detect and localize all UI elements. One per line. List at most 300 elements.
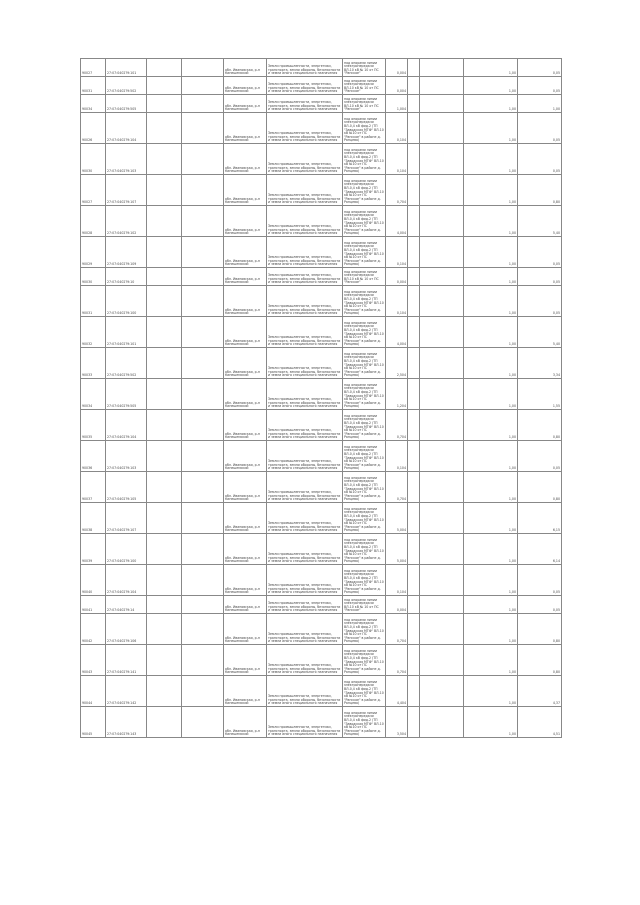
table-row [81, 237, 562, 268]
table-row [81, 77, 562, 95]
cell-purpose: Земли промышленности, энергетики, транспорта, земли обороны, безопасности и земли иного специального назначения [267, 59, 343, 77]
land-plots-sheet [80, 58, 561, 738]
cell-k: 1,00 [464, 565, 518, 596]
cell-empty [420, 534, 464, 565]
cell-empty [408, 379, 420, 410]
cell-area: 0,104 [386, 237, 408, 268]
cell-k: 1,00 [464, 59, 518, 77]
cell-code: 27:07:0402?9:107 [106, 175, 147, 206]
cell-code: 27:07:0402?9:105 [106, 472, 147, 503]
cell-area: 0,004 [386, 59, 408, 77]
cell-area: 0,004 [386, 268, 408, 286]
cell-value: 0,05 [518, 59, 562, 77]
table-row [81, 379, 562, 410]
cell-code: 27:07:0402?9:102 [106, 206, 147, 237]
cell-address: обл. Ивановская, р-н Кинешемский [224, 317, 267, 348]
cell-address: обл. Ивановская, р-н Кинешемский [224, 286, 267, 317]
cell-address: обл. Ивановская, р-н Кинешемский [224, 707, 267, 738]
cell-address: обл. Ивановская, р-н Кинешемский [224, 645, 267, 676]
cell-address: обл. Ивановская, р-н Кинешемский [224, 472, 267, 503]
cell-empty [182, 348, 224, 379]
cell-value: 0,80 [518, 645, 562, 676]
cell-empty [147, 565, 182, 596]
cell-id: 90044 [81, 676, 106, 707]
cell-code: 27:07:0402?9:101 [106, 317, 147, 348]
cell-empty [420, 379, 464, 410]
cell-code: 27:07:0402?9:10 [106, 268, 147, 286]
cell-value: 0,05 [518, 268, 562, 286]
cell-empty [182, 472, 224, 503]
table-row [81, 59, 562, 77]
table-row [81, 676, 562, 707]
cell-empty [182, 676, 224, 707]
cell-id: 90033 [81, 348, 106, 379]
table-row [81, 286, 562, 317]
cell-note: под опорами линии электропередачи ВЛ-0,4 кВ фид.2 (ТП "Заводская МТФ" ВЛ-10 кВ №10 от ПС "Ранское" в районе д. Ранцево) [343, 144, 386, 175]
cell-empty [182, 441, 224, 472]
cell-code: 27:07:0402?9:109 [106, 237, 147, 268]
table-row [81, 317, 562, 348]
table-row [81, 144, 562, 175]
cell-note: под опорами линии электропередачи ВЛ-0,4 кВ фид.2 (ТП "Заводская МТФ" ВЛ-10 кВ №10 от ПС "Ранское" в районе д. Ранцево) [343, 348, 386, 379]
cell-note: под опорами линии электропередачи ВЛ-0,4 кВ фид.2 (ТП "Заводская МТФ" ВЛ-10 кВ №10 от ПС "Ранское" в районе д. Ранцево) [343, 175, 386, 206]
cell-address: обл. Ивановская, р-н Кинешемский [224, 144, 267, 175]
cell-empty [420, 614, 464, 645]
cell-note: под опорами линии электропередачи ВЛ-10 кВ № 10 от ПС "Ранское" [343, 596, 386, 614]
cell-empty [408, 441, 420, 472]
cell-k: 1,00 [464, 268, 518, 286]
cell-id: 90036 [81, 441, 106, 472]
cell-k: 1,00 [464, 645, 518, 676]
cell-value: 4,37 [518, 676, 562, 707]
cell-empty [147, 676, 182, 707]
cell-area: 0,104 [386, 441, 408, 472]
cell-note: под опорами линии электропередачи ВЛ-0,4 кВ фид.2 (ТП "Заводская МТФ" ВЛ-10 кВ №10 от ПС "Ранское" в районе д. Ранцево) [343, 503, 386, 534]
cell-note: под опорами линии электропередачи ВЛ-10 кВ № 10 от ПС "Ранское" [343, 59, 386, 77]
cell-empty [147, 77, 182, 95]
cell-id: 90045 [81, 707, 106, 738]
cell-code: 27:07:0402?9:104 [106, 113, 147, 144]
cell-purpose: Земли промышленности, энергетики, транспорта, земли обороны, безопасности и земли иного специального назначения [267, 268, 343, 286]
cell-empty [408, 410, 420, 441]
cell-empty [182, 379, 224, 410]
cell-k: 1,00 [464, 379, 518, 410]
cell-empty [420, 565, 464, 596]
cell-area: 1,204 [386, 379, 408, 410]
cell-k: 1,00 [464, 503, 518, 534]
cell-empty [420, 676, 464, 707]
cell-purpose: Земли промышленности, энергетики, транспорта, земли обороны, безопасности и земли иного специального назначения [267, 237, 343, 268]
cell-empty [420, 144, 464, 175]
cell-purpose: Земли промышленности, энергетики, транспорта, земли обороны, безопасности и земли иного специального назначения [267, 410, 343, 441]
cell-empty [408, 206, 420, 237]
cell-code: 27:07:0402?9:142 [106, 676, 147, 707]
cell-empty [147, 113, 182, 144]
cell-k: 1,00 [464, 596, 518, 614]
cell-id: 90026 [81, 113, 106, 144]
cell-empty [182, 565, 224, 596]
cell-empty [147, 237, 182, 268]
cell-k: 1,00 [464, 472, 518, 503]
table-row [81, 645, 562, 676]
cell-empty [420, 707, 464, 738]
cell-address: обл. Ивановская, р-н Кинешемский [224, 95, 267, 113]
cell-area: 4,404 [386, 676, 408, 707]
cell-id: 90031 [81, 286, 106, 317]
cell-empty [147, 614, 182, 645]
cell-code: 27:07:0402?9:103 [106, 144, 147, 175]
cell-k: 1,00 [464, 144, 518, 175]
cell-value: 0,05 [518, 286, 562, 317]
cell-empty [147, 441, 182, 472]
cell-id: 90043 [81, 645, 106, 676]
cell-empty [420, 59, 464, 77]
cell-address: обл. Ивановская, р-н Кинешемский [224, 237, 267, 268]
cell-value: 0,05 [518, 441, 562, 472]
cell-empty [420, 268, 464, 286]
cell-empty [182, 645, 224, 676]
table-body [81, 59, 562, 738]
cell-id: 90029 [81, 237, 106, 268]
cell-empty [408, 348, 420, 379]
cell-value: 0,05 [518, 144, 562, 175]
cell-empty [147, 472, 182, 503]
cell-empty [147, 645, 182, 676]
cell-value: 0,05 [518, 565, 562, 596]
cell-code: 27:07:0402?9:104 [106, 565, 147, 596]
cell-id: 90034 [81, 95, 106, 113]
cell-empty [408, 534, 420, 565]
cell-value: 0,05 [518, 237, 562, 268]
cell-id: 90041 [81, 596, 106, 614]
cell-note: под опорами линии электропередачи ВЛ-0,4 кВ фид.2 (ТП "Заводская МТФ" ВЛ-10 кВ №10 от ПС "Ранское" в районе д. Ранцево) [343, 410, 386, 441]
cell-empty [420, 95, 464, 113]
cell-id: 90032 [81, 317, 106, 348]
cell-purpose: Земли промышленности, энергетики, транспорта, земли обороны, безопасности и земли иного специального назначения [267, 596, 343, 614]
cell-purpose: Земли промышленности, энергетики, транспорта, земли обороны, безопасности и земли иного специального назначения [267, 441, 343, 472]
cell-k: 1,00 [464, 95, 518, 113]
cell-code: 27:07:0402?9:502 [106, 348, 147, 379]
cell-value: 6,15 [518, 503, 562, 534]
cell-empty [147, 707, 182, 738]
cell-empty [408, 707, 420, 738]
cell-code: 27:07:0402?9:502 [106, 77, 147, 95]
cell-empty [182, 286, 224, 317]
cell-k: 1,00 [464, 441, 518, 472]
cell-value: 5,40 [518, 206, 562, 237]
cell-k: 1,00 [464, 348, 518, 379]
cell-code: 27:07:0402?9:505 [106, 379, 147, 410]
cell-note: под опорами линии электропередачи ВЛ-0,4 кВ фид.2 (ТП "Заводская МТФ" ВЛ-10 кВ №10 от ПС "Ранское" в районе д. Ранцево) [343, 534, 386, 565]
cell-id: 90034 [81, 379, 106, 410]
cell-code: 27:07:0402?9:100 [106, 534, 147, 565]
cell-empty [420, 645, 464, 676]
table-row [81, 95, 562, 113]
cell-k: 1,00 [464, 286, 518, 317]
cell-area: 0,104 [386, 565, 408, 596]
cell-k: 1,00 [464, 175, 518, 206]
cell-area: 0,704 [386, 175, 408, 206]
cell-value: 0,80 [518, 175, 562, 206]
cell-empty [182, 707, 224, 738]
cell-empty [420, 113, 464, 144]
cell-area: 4,004 [386, 206, 408, 237]
cell-empty [147, 286, 182, 317]
cell-purpose: Земли промышленности, энергетики, транспорта, земли обороны, безопасности и земли иного специального назначения [267, 348, 343, 379]
cell-empty [147, 410, 182, 441]
cell-address: обл. Ивановская, р-н Кинешемский [224, 503, 267, 534]
table-row [81, 596, 562, 614]
cell-empty [408, 237, 420, 268]
cell-area: 4,004 [386, 317, 408, 348]
cell-value: 0,80 [518, 410, 562, 441]
cell-code: 27:07:0402?9:106 [106, 614, 147, 645]
cell-value: 0,05 [518, 77, 562, 95]
cell-empty [182, 77, 224, 95]
cell-address: обл. Ивановская, р-н Кинешемский [224, 175, 267, 206]
cell-code: 27:07:0402?9:143 [106, 707, 147, 738]
cell-area: 3,504 [386, 707, 408, 738]
cell-code: 27:07:0402?9:107 [106, 503, 147, 534]
cell-value: 3,34 [518, 348, 562, 379]
cell-code: 27:07:0402?9:505 [106, 95, 147, 113]
cell-empty [420, 206, 464, 237]
table-row [81, 503, 562, 534]
cell-purpose: Земли промышленности, энергетики, транспорта, земли обороны, безопасности и земли иного специального назначения [267, 472, 343, 503]
land-plots-table [80, 58, 562, 738]
table-row [81, 565, 562, 596]
cell-address: обл. Ивановская, р-н Кинешемский [224, 268, 267, 286]
cell-empty [147, 317, 182, 348]
cell-id: 90030 [81, 144, 106, 175]
cell-address: обл. Ивановская, р-н Кинешемский [224, 614, 267, 645]
cell-k: 1,00 [464, 410, 518, 441]
cell-id: 90037 [81, 472, 106, 503]
cell-empty [182, 317, 224, 348]
cell-empty [420, 596, 464, 614]
cell-value: 0,05 [518, 113, 562, 144]
cell-value: 1,55 [518, 379, 562, 410]
cell-note: под опорами линии электропередачи ВЛ-0,4 кВ фид.2 (ТП "Заводская МТФ" ВЛ-10 кВ №10 от ПС "Ранское" в районе д. Ранцево) [343, 237, 386, 268]
cell-address: обл. Ивановская, р-н Кинешемский [224, 441, 267, 472]
cell-address: обл. Ивановская, р-н Кинешемский [224, 534, 267, 565]
cell-empty [420, 472, 464, 503]
cell-address: обл. Ивановская, р-н Кинешемский [224, 59, 267, 77]
cell-empty [182, 144, 224, 175]
cell-empty [147, 59, 182, 77]
cell-empty [420, 77, 464, 95]
table-row [81, 410, 562, 441]
cell-id: 90038 [81, 503, 106, 534]
cell-purpose: Земли промышленности, энергетики, транспорта, земли обороны, безопасности и земли иного специального назначения [267, 175, 343, 206]
cell-empty [182, 95, 224, 113]
cell-area: 5,004 [386, 534, 408, 565]
cell-k: 1,00 [464, 77, 518, 95]
cell-k: 1,00 [464, 317, 518, 348]
cell-id: 90027 [81, 59, 106, 77]
cell-empty [182, 410, 224, 441]
cell-empty [408, 472, 420, 503]
cell-value: 0,80 [518, 614, 562, 645]
cell-purpose: Земли промышленности, энергетики, транспорта, земли обороны, безопасности и земли иного специального назначения [267, 614, 343, 645]
cell-empty [147, 503, 182, 534]
cell-area: 0,704 [386, 410, 408, 441]
cell-empty [408, 95, 420, 113]
cell-purpose: Земли промышленности, энергетики, транспорта, земли обороны, безопасности и земли иного специального назначения [267, 113, 343, 144]
cell-area: 0,704 [386, 472, 408, 503]
cell-empty [420, 410, 464, 441]
cell-empty [182, 534, 224, 565]
cell-purpose: Земли промышленности, энергетики, транспорта, земли обороны, безопасности и земли иного специального назначения [267, 317, 343, 348]
cell-empty [408, 175, 420, 206]
cell-empty [182, 59, 224, 77]
cell-address: обл. Ивановская, р-н Кинешемский [224, 348, 267, 379]
cell-empty [147, 379, 182, 410]
cell-k: 1,00 [464, 534, 518, 565]
table-row [81, 614, 562, 645]
cell-k: 1,00 [464, 237, 518, 268]
cell-purpose: Земли промышленности, энергетики, транспорта, земли обороны, безопасности и земли иного специального назначения [267, 565, 343, 596]
cell-purpose: Земли промышленности, энергетики, транспорта, земли обороны, безопасности и земли иного специального назначения [267, 503, 343, 534]
cell-empty [420, 317, 464, 348]
cell-note: под опорами линии электропередачи ВЛ-0,4 кВ фид.2 (ТП "Заводская МТФ" ВЛ-10 кВ №10 от ПС "Ранское" в районе д. Ранцево) [343, 441, 386, 472]
cell-area: 0,004 [386, 77, 408, 95]
cell-empty [420, 175, 464, 206]
cell-empty [182, 614, 224, 645]
cell-empty [408, 503, 420, 534]
cell-area: 0,104 [386, 144, 408, 175]
cell-code: 27:07:0402?9:14 [106, 596, 147, 614]
cell-id: 90042 [81, 614, 106, 645]
cell-id: 90027 [81, 175, 106, 206]
cell-id: 90028 [81, 206, 106, 237]
cell-empty [408, 268, 420, 286]
cell-id: 90031 [81, 77, 106, 95]
cell-note: под опорами линии электропередачи ВЛ-0,4 кВ фид.2 (ТП "Заводская МТФ" ВЛ-10 кВ №10 от ПС "Ранское" в районе д. Ранцево) [343, 286, 386, 317]
cell-empty [420, 503, 464, 534]
cell-code: 27:07:0402?9:141 [106, 645, 147, 676]
table-row [81, 175, 562, 206]
cell-address: обл. Ивановская, р-н Кинешемский [224, 206, 267, 237]
cell-id: 90039 [81, 534, 106, 565]
cell-empty [420, 237, 464, 268]
cell-value: 0,05 [518, 596, 562, 614]
table-row [81, 707, 562, 738]
cell-note: под опорами линии электропередачи ВЛ-0,4 кВ фид.2 (ТП "Заводская МТФ" ВЛ-10 кВ №10 от ПС "Ранское" в районе д. Ранцево) [343, 645, 386, 676]
cell-k: 1,00 [464, 206, 518, 237]
cell-note: под опорами линии электропередачи ВЛ-10 кВ № 10 от ПС "Ранское" [343, 95, 386, 113]
table-row [81, 348, 562, 379]
cell-purpose: Земли промышленности, энергетики, транспорта, земли обороны, безопасности и земли иного специального назначения [267, 95, 343, 113]
table-row [81, 206, 562, 237]
cell-purpose: Земли промышленности, энергетики, транспорта, земли обороны, безопасности и земли иного специального назначения [267, 77, 343, 95]
cell-purpose: Земли промышленности, энергетики, транспорта, земли обороны, безопасности и земли иного специального назначения [267, 676, 343, 707]
cell-value: 1,00 [518, 95, 562, 113]
cell-note: под опорами линии электропередачи ВЛ-0,4 кВ фид.2 (ТП "Заводская МТФ" ВЛ-10 кВ №10 от ПС "Ранское" в районе д. Ранцево) [343, 472, 386, 503]
cell-empty [408, 645, 420, 676]
table-row [81, 268, 562, 286]
cell-empty [420, 348, 464, 379]
table-row [81, 472, 562, 503]
cell-address: обл. Ивановская, р-н Кинешемский [224, 676, 267, 707]
table-row [81, 441, 562, 472]
cell-empty [408, 317, 420, 348]
cell-empty [147, 144, 182, 175]
cell-purpose: Земли промышленности, энергетики, транспорта, земли обороны, безопасности и земли иного специального назначения [267, 534, 343, 565]
cell-value: 4,51 [518, 707, 562, 738]
cell-id: 90030 [81, 268, 106, 286]
cell-address: обл. Ивановская, р-н Кинешемский [224, 113, 267, 144]
cell-note: под опорами линии электропередачи ВЛ-0,4 кВ фид.2 (ТП "Заводская МТФ" ВЛ-10 кВ №10 от ПС "Ранское" в районе д. Ранцево) [343, 676, 386, 707]
cell-empty [147, 95, 182, 113]
cell-k: 1,00 [464, 676, 518, 707]
cell-note: под опорами линии электропередачи ВЛ-0,4 кВ фид.2 (ТП "Заводская МТФ" ВЛ-10 кВ №10 от ПС "Ранское" в районе д. Ранцево) [343, 379, 386, 410]
cell-area: 0,704 [386, 645, 408, 676]
cell-note: под опорами линии электропередачи ВЛ-0,4 кВ фид.2 (ТП "Заводская МТФ" ВЛ-10 кВ №10 от ПС "Ранское" в районе д. Ранцево) [343, 614, 386, 645]
cell-k: 1,00 [464, 614, 518, 645]
cell-code: 27:07:0402?9:100 [106, 286, 147, 317]
cell-address: обл. Ивановская, р-н Кинешемский [224, 596, 267, 614]
cell-empty [182, 268, 224, 286]
cell-empty [147, 534, 182, 565]
cell-empty [147, 348, 182, 379]
cell-empty [408, 676, 420, 707]
cell-empty [147, 175, 182, 206]
cell-address: обл. Ивановская, р-н Кинешемский [224, 565, 267, 596]
cell-address: обл. Ивановская, р-н Кинешемский [224, 379, 267, 410]
cell-empty [147, 268, 182, 286]
cell-address: обл. Ивановская, р-н Кинешемский [224, 77, 267, 95]
cell-code: 27:07:0402?9:104 [106, 410, 147, 441]
cell-empty [182, 237, 224, 268]
cell-note: под опорами линии электропередачи ВЛ-0,4 кВ фид.2 (ТП "Заводская МТФ" ВЛ-10 кВ №10 от ПС "Ранское" в районе д. Ранцево) [343, 206, 386, 237]
cell-note: под опорами линии электропередачи ВЛ-0,4 кВ фид.2 (ТП "Заводская МТФ" ВЛ-10 кВ №10 от ПС "Ранское" в районе д. Ранцево) [343, 565, 386, 596]
cell-note: под опорами линии электропередачи ВЛ-0,4 кВ фид.2 (ТП "Заводская МТФ" ВЛ-10 кВ №10 от ПС "Ранское" в районе д. Ранцево) [343, 113, 386, 144]
cell-area: 1,004 [386, 95, 408, 113]
cell-area: 5,004 [386, 503, 408, 534]
cell-value: 5,40 [518, 317, 562, 348]
cell-purpose: Земли промышленности, энергетики, транспорта, земли обороны, безопасности и земли иного специального назначения [267, 707, 343, 738]
cell-note: под опорами линии электропередачи ВЛ-10 кВ № 10 от ПС "Ранское" [343, 268, 386, 286]
cell-empty [147, 206, 182, 237]
cell-empty [420, 441, 464, 472]
cell-empty [182, 596, 224, 614]
cell-value: 0,80 [518, 472, 562, 503]
cell-empty [408, 113, 420, 144]
cell-k: 1,00 [464, 113, 518, 144]
cell-empty [420, 286, 464, 317]
cell-empty [408, 286, 420, 317]
cell-area: 0,104 [386, 113, 408, 144]
cell-note: под опорами линии электропередачи ВЛ-10 кВ № 10 от ПС "Ранское" [343, 77, 386, 95]
cell-note: под опорами линии электропередачи ВЛ-0,4 кВ фид.2 (ТП "Заводская МТФ" ВЛ-10 кВ №10 от ПС "Ранское" в районе д. Ранцево) [343, 707, 386, 738]
cell-purpose: Земли промышленности, энергетики, транспорта, земли обороны, безопасности и земли иного специального назначения [267, 379, 343, 410]
cell-empty [182, 206, 224, 237]
cell-area: 0,704 [386, 614, 408, 645]
cell-empty [182, 113, 224, 144]
cell-purpose: Земли промышленности, энергетики, транспорта, земли обороны, безопасности и земли иного специального назначения [267, 286, 343, 317]
cell-empty [408, 59, 420, 77]
cell-purpose: Земли промышленности, энергетики, транспорта, земли обороны, безопасности и земли иного специального назначения [267, 645, 343, 676]
cell-area: 0,004 [386, 596, 408, 614]
table-row [81, 534, 562, 565]
cell-code: 27:07:0402?9:103 [106, 441, 147, 472]
cell-empty [408, 596, 420, 614]
cell-address: обл. Ивановская, р-н Кинешемский [224, 410, 267, 441]
cell-k: 1,00 [464, 707, 518, 738]
cell-empty [408, 77, 420, 95]
cell-purpose: Земли промышленности, энергетики, транспорта, земли обороны, безопасности и земли иного специального назначения [267, 144, 343, 175]
